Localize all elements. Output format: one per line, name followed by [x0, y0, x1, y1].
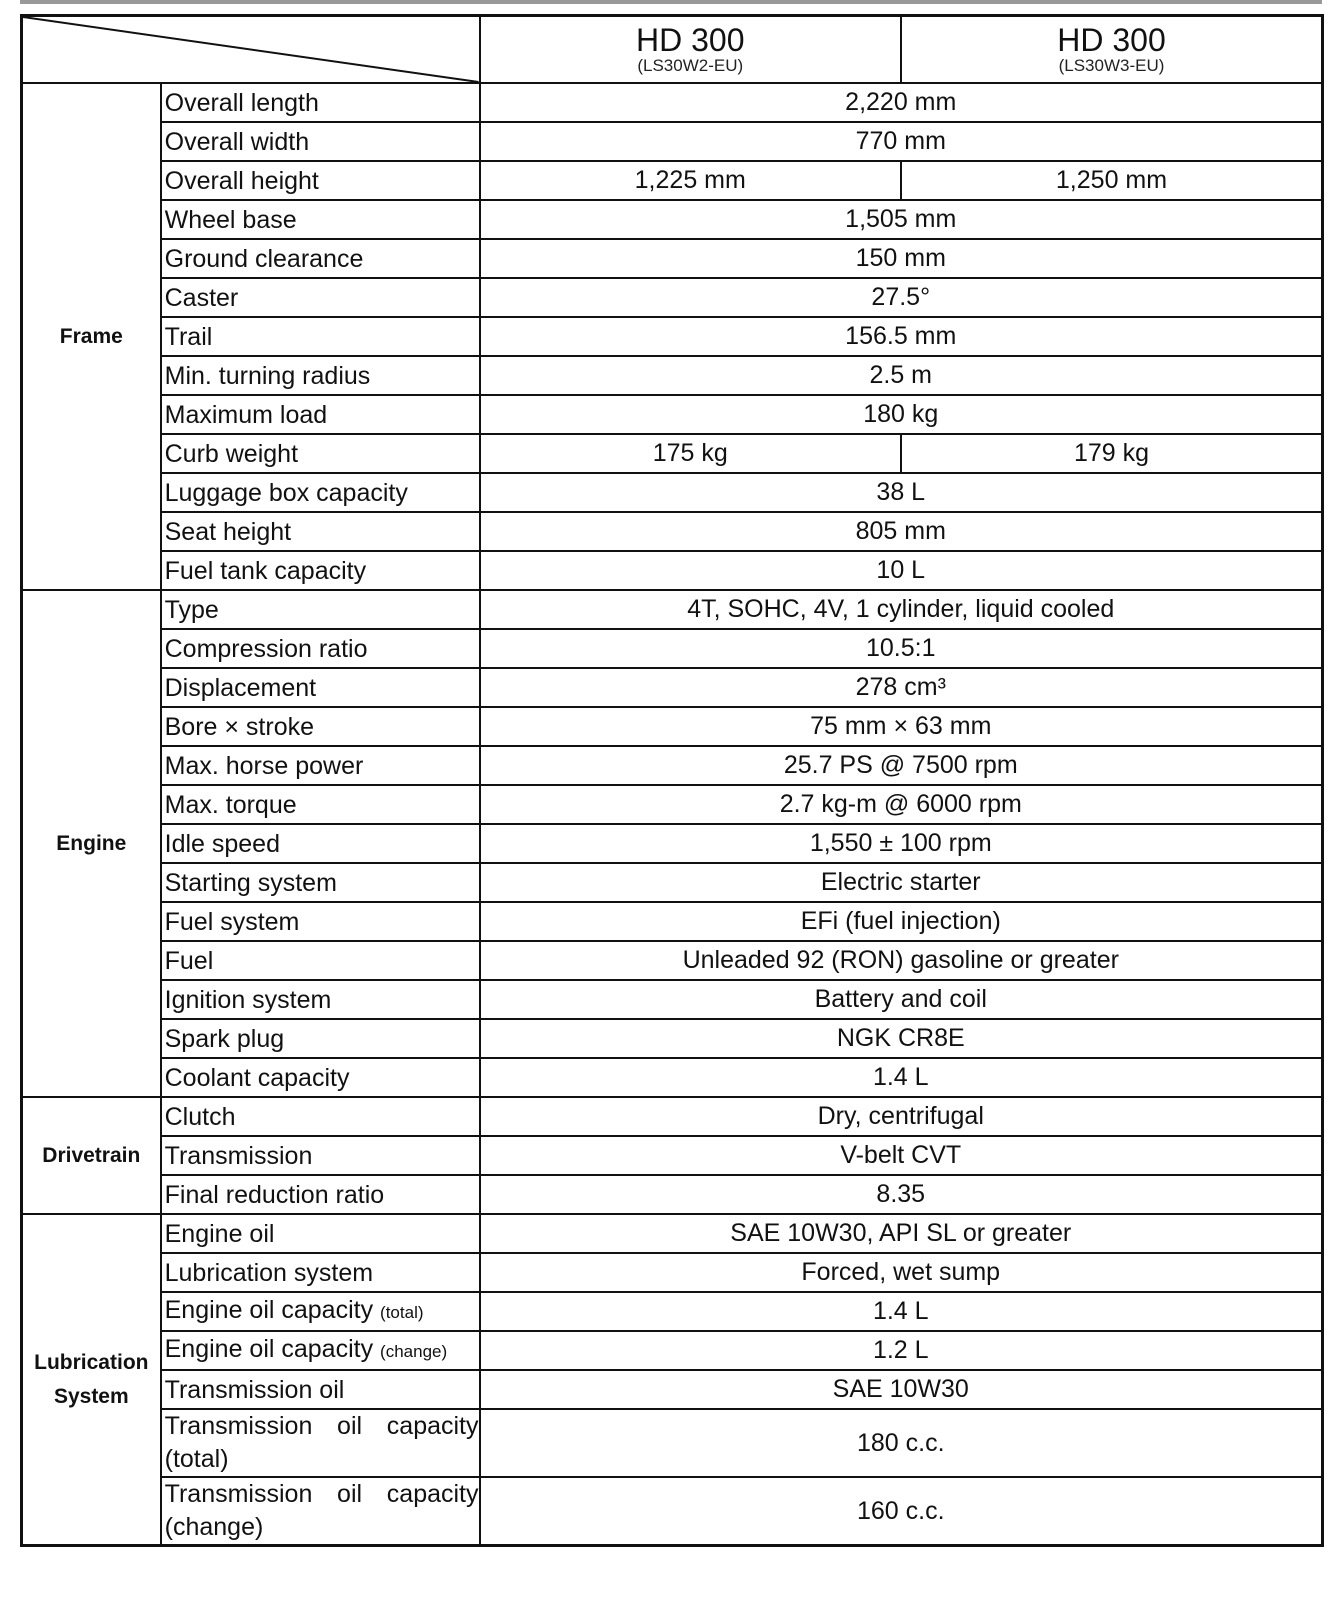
spec-value: 1.4 L	[480, 1292, 1323, 1331]
spec-value: 1,550 ± 100 rpm	[480, 824, 1323, 863]
spec-value: 805 mm	[480, 512, 1323, 551]
table-row	[22, 1097, 1323, 1136]
spec-value: 1.2 L	[480, 1331, 1323, 1370]
spec-label: Clutch	[161, 1097, 480, 1136]
spec-label: Coolant capacity	[161, 1058, 480, 1097]
spec-value: Battery and coil	[480, 980, 1323, 1019]
spec-label: Transmission oil capacity (change)	[161, 1477, 480, 1546]
table-row	[22, 1370, 1323, 1409]
spec-value: 4T, SOHC, 4V, 1 cylinder, liquid cooled	[480, 590, 1323, 629]
spec-value: 1.4 L	[480, 1058, 1323, 1097]
table-row	[22, 824, 1323, 863]
spec-label: Ignition system	[161, 980, 480, 1019]
spec-value: 2.5 m	[480, 356, 1323, 395]
spec-value-model-1: 175 kg	[480, 434, 901, 473]
table-row	[22, 863, 1323, 902]
table-row	[22, 941, 1323, 980]
spec-value: 2.7 kg-m @ 6000 rpm	[480, 785, 1323, 824]
model-name: HD 300	[1057, 21, 1166, 58]
table-row	[22, 707, 1323, 746]
table-row	[22, 1331, 1323, 1370]
table-row	[22, 1214, 1323, 1253]
spec-label: Bore × stroke	[161, 707, 480, 746]
spec-value: 150 mm	[480, 239, 1323, 278]
spec-label: Final reduction ratio	[161, 1175, 480, 1214]
spec-label-qualifier: (change)	[380, 1342, 448, 1361]
spec-value: SAE 10W30	[480, 1370, 1323, 1409]
spec-label: Trail	[161, 317, 480, 356]
spec-value: 160 c.c.	[480, 1477, 1323, 1546]
spec-label-qualifier: (total)	[380, 1303, 424, 1322]
header-corner-cell	[22, 16, 480, 84]
spec-value: 27.5°	[480, 278, 1323, 317]
spec-label-cell	[161, 1331, 480, 1370]
spec-value: 10.5:1	[480, 629, 1323, 668]
spec-table	[20, 14, 1324, 1547]
spec-label: Maximum load	[161, 395, 480, 434]
spec-label: Max. torque	[161, 785, 480, 824]
spec-label: Displacement	[161, 668, 480, 707]
spec-value: Dry, centrifugal	[480, 1097, 1323, 1136]
spec-label: Caster	[161, 278, 480, 317]
table-row	[22, 629, 1323, 668]
spec-value: 75 mm × 63 mm	[480, 707, 1323, 746]
diagonal-line	[23, 17, 479, 82]
spec-label: Fuel	[161, 941, 480, 980]
top-rule	[20, 0, 1322, 4]
spec-label: Idle speed	[161, 824, 480, 863]
spec-label: Compression ratio	[161, 629, 480, 668]
spec-value: 10 L	[480, 551, 1323, 590]
spec-value: 278 cm³	[480, 668, 1323, 707]
table-row	[22, 434, 1323, 473]
spec-label: Overall length	[161, 83, 480, 122]
spec-value: V-belt CVT	[480, 1136, 1323, 1175]
spec-value: EFi (fuel injection)	[480, 902, 1323, 941]
table-row	[22, 980, 1323, 1019]
spec-label: Min. turning radius	[161, 356, 480, 395]
spec-label: Seat height	[161, 512, 480, 551]
section-title-line-2: System	[53, 1384, 129, 1408]
section-title-line-1: Lubrication	[34, 1350, 149, 1374]
table-row	[22, 317, 1323, 356]
spec-value: SAE 10W30, API SL or greater	[480, 1214, 1323, 1253]
spec-label: Engine oil capacity	[164, 1335, 374, 1363]
table-row	[22, 278, 1323, 317]
table-row	[22, 161, 1323, 200]
spec-value: 180 c.c.	[480, 1409, 1323, 1477]
spec-label: Engine oil	[161, 1214, 480, 1253]
spec-value: NGK CR8E	[480, 1019, 1323, 1058]
table-row	[22, 785, 1323, 824]
spec-label: Overall width	[161, 122, 480, 161]
spec-label: Spark plug	[161, 1019, 480, 1058]
model-code: (LS30W2-EU)	[637, 56, 744, 76]
section-engine: Engine	[22, 590, 161, 1097]
spec-value-model-1: 1,225 mm	[480, 161, 901, 200]
table-row	[22, 590, 1323, 629]
section-frame: Frame	[22, 83, 161, 590]
table-row	[22, 551, 1323, 590]
table-row	[22, 395, 1323, 434]
spec-label: Ground clearance	[161, 239, 480, 278]
table-row	[22, 122, 1323, 161]
spec-label-cell	[161, 1292, 480, 1331]
spec-value: 8.35	[480, 1175, 1323, 1214]
spec-label: Transmission	[161, 1136, 480, 1175]
spec-label: Engine oil capacity	[164, 1296, 374, 1324]
table-row	[22, 1477, 1323, 1546]
model-header-1	[480, 16, 901, 84]
table-row	[22, 1175, 1323, 1214]
spec-label: Fuel system	[161, 902, 480, 941]
spec-value: 25.7 PS @ 7500 rpm	[480, 746, 1323, 785]
table-row	[22, 1019, 1323, 1058]
spec-label: Transmission oil	[161, 1370, 480, 1409]
model-code: (LS30W3-EU)	[1058, 56, 1165, 76]
table-row	[22, 239, 1323, 278]
spec-label: Lubrication system	[161, 1253, 480, 1292]
spec-label: Luggage box capacity	[161, 473, 480, 512]
section-lubrication	[22, 1214, 161, 1546]
table-row	[22, 1409, 1323, 1477]
spec-label: Type	[161, 590, 480, 629]
spec-label: Curb weight	[161, 434, 480, 473]
table-row	[22, 83, 1323, 122]
spec-label: Overall height	[161, 161, 480, 200]
table-row	[22, 1253, 1323, 1292]
model-name: HD 300	[636, 21, 745, 58]
spec-label: Transmission oil capacity (total)	[161, 1409, 480, 1477]
spec-label: Wheel base	[161, 200, 480, 239]
spec-value: 2,220 mm	[480, 83, 1323, 122]
spec-value: 180 kg	[480, 395, 1323, 434]
spec-value-model-2: 179 kg	[901, 434, 1323, 473]
spec-label: Max. horse power	[161, 746, 480, 785]
table-row	[22, 512, 1323, 551]
table-row	[22, 746, 1323, 785]
header-row	[22, 16, 1323, 84]
spec-value: 156.5 mm	[480, 317, 1323, 356]
spec-value: 1,505 mm	[480, 200, 1323, 239]
table-row	[22, 473, 1323, 512]
spec-value: Forced, wet sump	[480, 1253, 1323, 1292]
table-row	[22, 200, 1323, 239]
spec-label: Starting system	[161, 863, 480, 902]
model-header-2	[901, 16, 1323, 84]
table-row	[22, 1292, 1323, 1331]
spec-label: Fuel tank capacity	[161, 551, 480, 590]
spec-value-model-2: 1,250 mm	[901, 161, 1323, 200]
table-row	[22, 902, 1323, 941]
table-row	[22, 356, 1323, 395]
spec-value: Unleaded 92 (RON) gasoline or greater	[480, 941, 1323, 980]
spec-value: 770 mm	[480, 122, 1323, 161]
table-row	[22, 1058, 1323, 1097]
section-drivetrain: Drivetrain	[22, 1097, 161, 1214]
spec-value: 38 L	[480, 473, 1323, 512]
spec-value: Electric starter	[480, 863, 1323, 902]
table-row	[22, 668, 1323, 707]
table-row	[22, 1136, 1323, 1175]
